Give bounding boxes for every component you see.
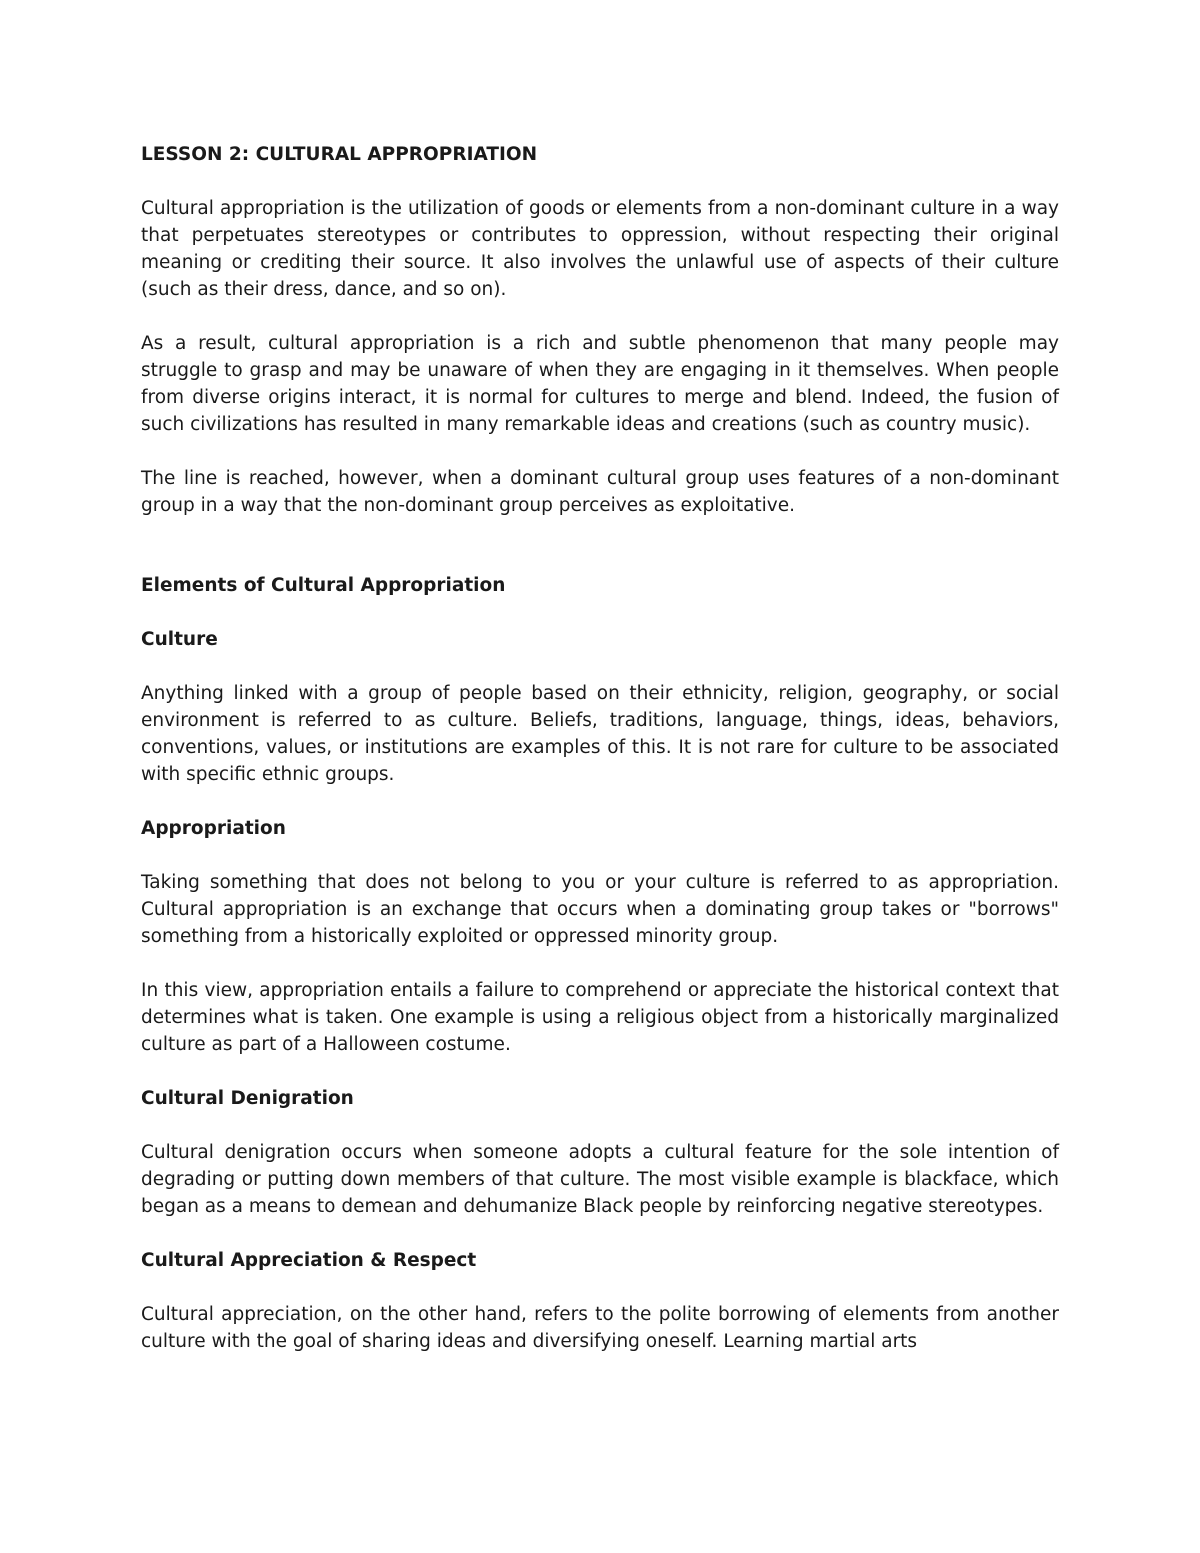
denigration-paragraph: Cultural denigration occurs when someone adopts a cultural feature for the sole intention of degrading or putting down members of that culture. The most visible example is blackface, which began as a means to demean and dehumanize Black people by reinforcing negative stereotypes. [141,1142,1059,1217]
section-heading: Elements of Cultural Appropriation [141,575,506,596]
appreciation-paragraph: Cultural appreciation, on the other hand, refers to the polite borrowing of elements from another culture with the goal of sharing ideas and diversifying oneself. Learning martial arts [141,1304,1059,1352]
intro-paragraph-2: As a result, cultural appropriation is a rich and subtle phenomenon that many people may struggle to grasp and may be unaware of when they are engaging in it themselves. When people from diverse origins interact, it is normal for cultures to merge and blend. Indeed, the fusion of such civilizations has resulted in many remarkable ideas and creations (such as country music). [141,333,1059,435]
document-page [141,141,1059,1355]
intro-paragraph-1: Cultural appropriation is the utilization of goods or elements from a non-dominant culture in a way that perpetuates stereotypes or contributes to oppression, without respecting their original meaning or crediting their source. It also involves the unlawful use of aspects of their culture (such as their dress, dance, and so on). [141,198,1059,300]
intro-paragraph-3: The line is reached, however, when a dominant cultural group uses features of a non-dominant group in a way that the non-dominant group perceives as exploitative. [141,468,1059,516]
appropriation-paragraph-1: Taking something that does not belong to you or your culture is referred to as appropriation. Cultural appropriation is an exchange that occurs when a dominating group takes or "borrows" something from a historically exploited or oppressed minority group. [141,872,1059,947]
culture-heading: Culture [141,629,218,650]
appropriation-heading: Appropriation [141,818,286,839]
denigration-heading: Cultural Denigration [141,1088,354,1109]
appropriation-paragraph-2: In this view, appropriation entails a failure to comprehend or appreciate the historical context that determines what is taken. One example is using a religious object from a historically marginalized culture as part of a Halloween costume. [141,980,1059,1055]
appreciation-heading: Cultural Appreciation & Respect [141,1250,477,1271]
lesson-title: LESSON 2: CULTURAL APPROPRIATION [141,144,538,165]
culture-paragraph: Anything linked with a group of people based on their ethnicity, religion, geography, or social environment is referred to as culture. Beliefs, traditions, language, things, ideas, behaviors, conventions, values, or institutions are examples of this. It is not rare for culture to be associated with specific ethnic groups. [141,683,1059,785]
